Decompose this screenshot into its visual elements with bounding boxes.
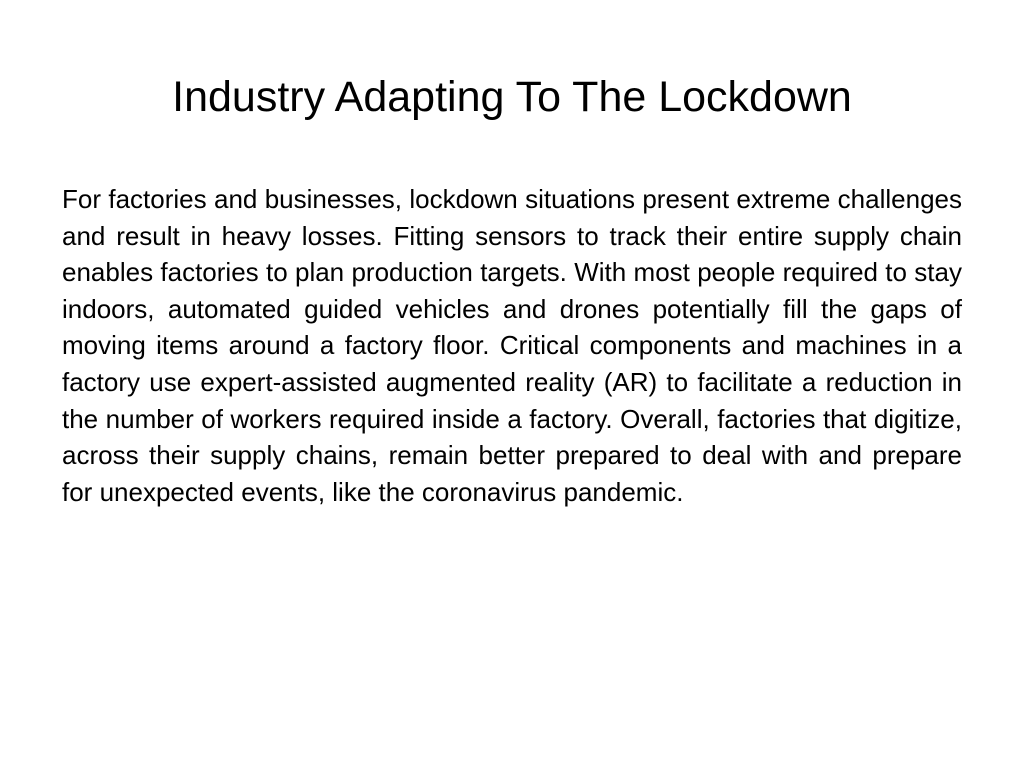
slide-title: Industry Adapting To The Lockdown bbox=[172, 73, 852, 121]
slide-body-text: For factories and businesses, lockdown situations present extreme challenges and result in heavy losses. Fitting sensors to track their entire supply chain enables factories to plan production targets. With most people required to stay indoors, automated guided vehicles and drones potentially fill the gaps of moving items around a factory floor. Critical components and machines in a factory use expert-assisted augmented reality (AR) to facilitate a reduction in the number of workers required inside a factory. Overall, factories that digitize, across their supply chains, remain better prepared to deal with and prepare for unexpected events, like the coronavirus pandemic. bbox=[62, 184, 962, 507]
